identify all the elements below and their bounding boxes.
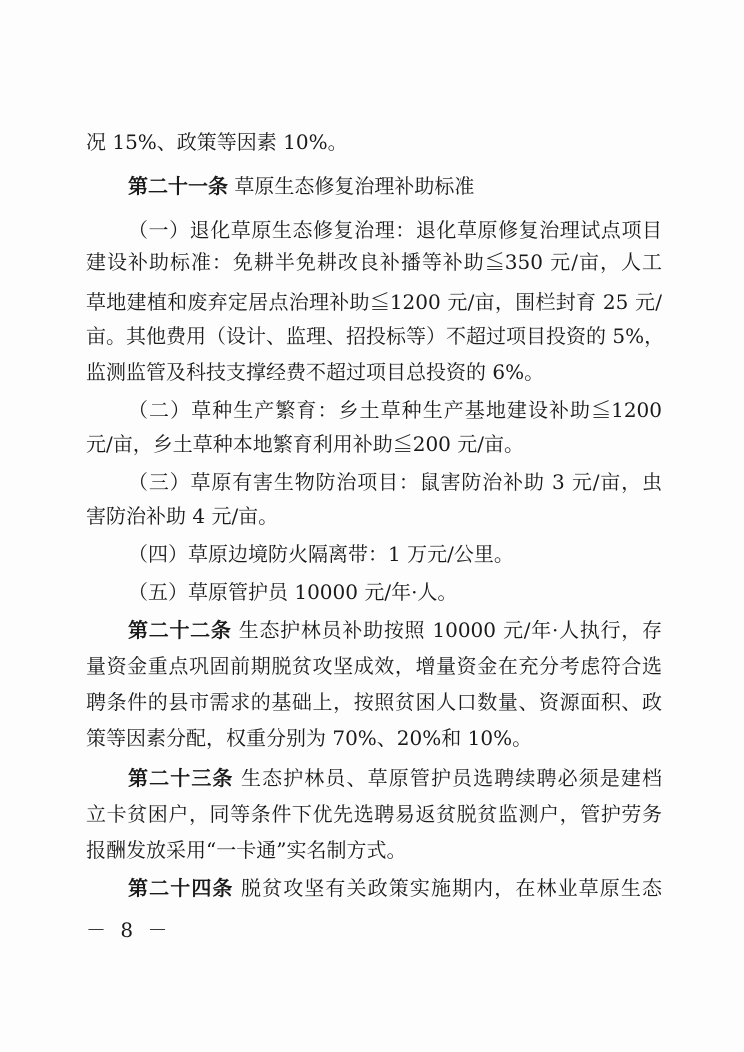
body-line-17: 策等因素分配，权重分别为 70%、20%和 10%。 (86, 726, 533, 750)
body-line-9: 元/亩，乡土草种本地繁育利用补助≦200 元/亩。 (86, 432, 525, 456)
article-number: 第二十四条 (128, 876, 234, 900)
article-title: 草原生态修复治理补助标准 (228, 174, 475, 198)
article-number: 第二十二条 (128, 618, 232, 642)
body-line-10: （三）草原有害生物防治项目：鼠害防治补助 3 元/亩，虫 (128, 470, 662, 494)
body-line-4: 建设补助标准：免耕半免耕改良补播等补助≦350 元/亩，人工 (86, 250, 662, 274)
article-24-first-line: 第二十四条 脱贫攻坚有关政策实施期内，在林业草原生态 (128, 876, 663, 900)
body-line-15: 量资金重点巩固前期脱贫攻坚成效，增量资金在充分考虑符合选 (86, 654, 662, 678)
body-line-6: 亩。其他费用（设计、监理、招投标等）不超过项目投资的 5%， (86, 324, 665, 348)
body-line-5: 草地建植和废弃定居点治理补助≦1200 元/亩，围栏封育 25 元/ (86, 290, 662, 314)
body-line-8: （二）草种生产繁育：乡土草种生产基地建设补助≦1200 (128, 398, 662, 422)
article-number: 第二十一条 (128, 174, 228, 198)
article-21-heading (128, 174, 474, 198)
body-line-16: 聘条件的县市需求的基础上，按照贫困人口数量、资源面积、政 (86, 690, 662, 714)
page-number: － 8 － (86, 918, 172, 942)
body-line-13: （五）草原管护员 10000 元/年·人。 (128, 580, 458, 604)
body-line-20: 报酬发放采用“一卡通”实名制方式。 (86, 838, 407, 862)
body-line-19: 立卡贫困户，同等条件下优先选聘易返贫脱贫监测户，管护劳务 (86, 802, 662, 826)
body-line-12: （四）草原边境防火隔离带：1 万元/公里。 (128, 542, 514, 566)
body-line-1: 况 15%、政策等因素 10%。 (86, 130, 348, 154)
article-number: 第二十三条 (128, 766, 234, 790)
body-line-3: （一）退化草原生态修复治理：退化草原修复治理试点项目 (128, 218, 662, 242)
body-line-7: 监测监管及科技支撑经费不超过项目总投资的 6%。 (86, 360, 545, 384)
article-22-first-line: 第二十二条 生态护林员补助按照 10000 元/年·人执行，存 (128, 618, 662, 642)
body-line-11: 害防治补助 4 元/亩。 (86, 504, 279, 528)
article-23-first-line: 第二十三条 生态护林员、草原管护员选聘续聘必须是建档 (128, 766, 663, 790)
